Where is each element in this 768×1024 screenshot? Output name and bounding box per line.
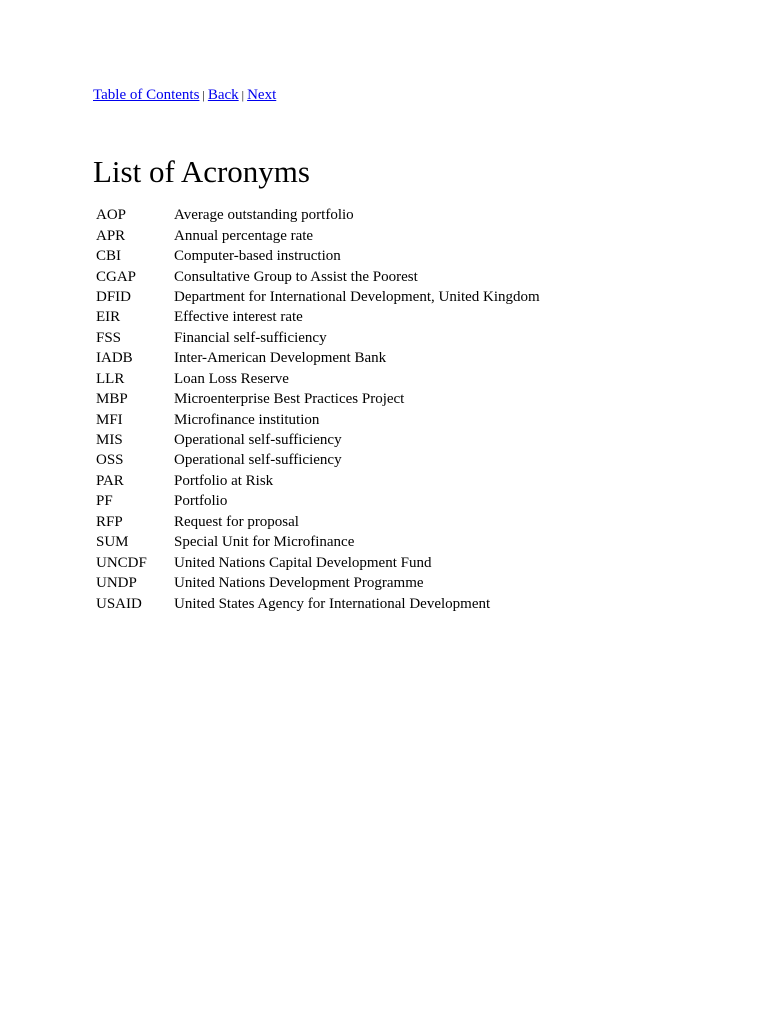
acronym-meaning: Portfolio xyxy=(174,493,228,510)
acronym-row xyxy=(93,430,540,450)
nav-separator: | xyxy=(241,88,245,102)
acronym-abbreviation: RFP xyxy=(96,513,123,530)
top-navigation xyxy=(93,86,276,104)
acronym-abbreviation: FSS xyxy=(96,329,122,346)
acronym-meaning: Request for proposal xyxy=(174,513,299,530)
acronym-abbreviation: MFI xyxy=(96,411,123,428)
acronym-row xyxy=(93,573,540,593)
acronym-abbreviation: USAID xyxy=(96,595,142,612)
acronym-row xyxy=(93,532,540,552)
acronym-abbreviation: OSS xyxy=(96,452,124,469)
acronym-meaning: Average outstanding portfolio xyxy=(174,207,354,224)
acronym-abbreviation: AOP xyxy=(96,207,127,224)
acronym-meaning: Annual percentage rate xyxy=(174,227,314,244)
acronym-row xyxy=(93,328,540,348)
page-title: List of Acronyms xyxy=(93,154,310,189)
acronym-abbreviation: PAR xyxy=(96,472,124,489)
acronym-row xyxy=(93,205,540,225)
acronym-meaning: United Nations Development Programme xyxy=(174,575,424,592)
acronym-row xyxy=(93,389,540,409)
back-link[interactable]: Back xyxy=(207,87,239,103)
acronym-row xyxy=(93,471,540,491)
acronym-abbreviation: SUM xyxy=(96,534,129,551)
acronym-meaning: Microenterprise Best Practices Project xyxy=(174,391,405,408)
next-link[interactable]: Next xyxy=(247,87,277,103)
acronym-meaning: Computer-based instruction xyxy=(174,248,341,265)
acronym-abbreviation: CBI xyxy=(96,248,122,265)
acronym-meaning: Microfinance institution xyxy=(174,411,320,428)
acronym-abbreviation: MBP xyxy=(96,391,128,408)
acronym-meaning: Inter-American Development Bank xyxy=(174,350,387,367)
acronym-meaning: Special Unit for Microfinance xyxy=(174,534,355,551)
acronym-table xyxy=(93,205,540,614)
acronym-meaning: Operational self-sufficiency xyxy=(174,452,342,469)
acronym-row xyxy=(93,225,540,245)
acronym-row xyxy=(93,491,540,511)
acronym-row xyxy=(93,287,540,307)
acronym-row xyxy=(93,512,540,532)
acronym-row xyxy=(93,246,540,266)
nav-separator: | xyxy=(202,88,205,102)
acronym-row xyxy=(93,307,540,327)
acronym-abbreviation: IADB xyxy=(96,350,133,367)
acronym-abbreviation: MIS xyxy=(96,432,123,449)
acronym-meaning: Loan Loss Reserve xyxy=(174,370,289,387)
acronym-abbreviation: CGAP xyxy=(96,268,137,285)
acronym-abbreviation: UNCDF xyxy=(96,554,147,571)
acronym-table-body xyxy=(93,205,540,614)
acronym-abbreviation: DFID xyxy=(96,288,132,305)
acronym-abbreviation: PF xyxy=(96,493,113,510)
acronym-meaning: Financial self-sufficiency xyxy=(174,329,327,346)
acronym-row xyxy=(93,369,540,389)
acronym-abbreviation: APR xyxy=(96,227,126,244)
acronym-row xyxy=(93,552,540,572)
acronym-meaning: Portfolio at Risk xyxy=(174,472,274,489)
table-of-contents-link[interactable]: Table of Contents xyxy=(93,87,200,103)
acronym-meaning: Operational self-sufficiency xyxy=(174,432,342,449)
acronym-meaning: Department for International Development, United Kingdom xyxy=(174,288,540,305)
acronym-row xyxy=(93,450,540,470)
acronym-row xyxy=(93,409,540,429)
acronym-row xyxy=(93,348,540,368)
acronym-meaning: Effective interest rate xyxy=(174,309,303,326)
acronym-row xyxy=(93,266,540,286)
acronym-meaning: United States Agency for International Development xyxy=(174,595,491,612)
acronym-abbreviation: EIR xyxy=(96,309,121,326)
acronym-meaning: Consultative Group to Assist the Poorest xyxy=(174,268,418,285)
acronym-abbreviation: UNDP xyxy=(96,575,137,592)
acronym-abbreviation: LLR xyxy=(96,370,125,387)
acronym-row xyxy=(93,593,540,613)
acronym-meaning: United Nations Capital Development Fund xyxy=(174,554,432,571)
